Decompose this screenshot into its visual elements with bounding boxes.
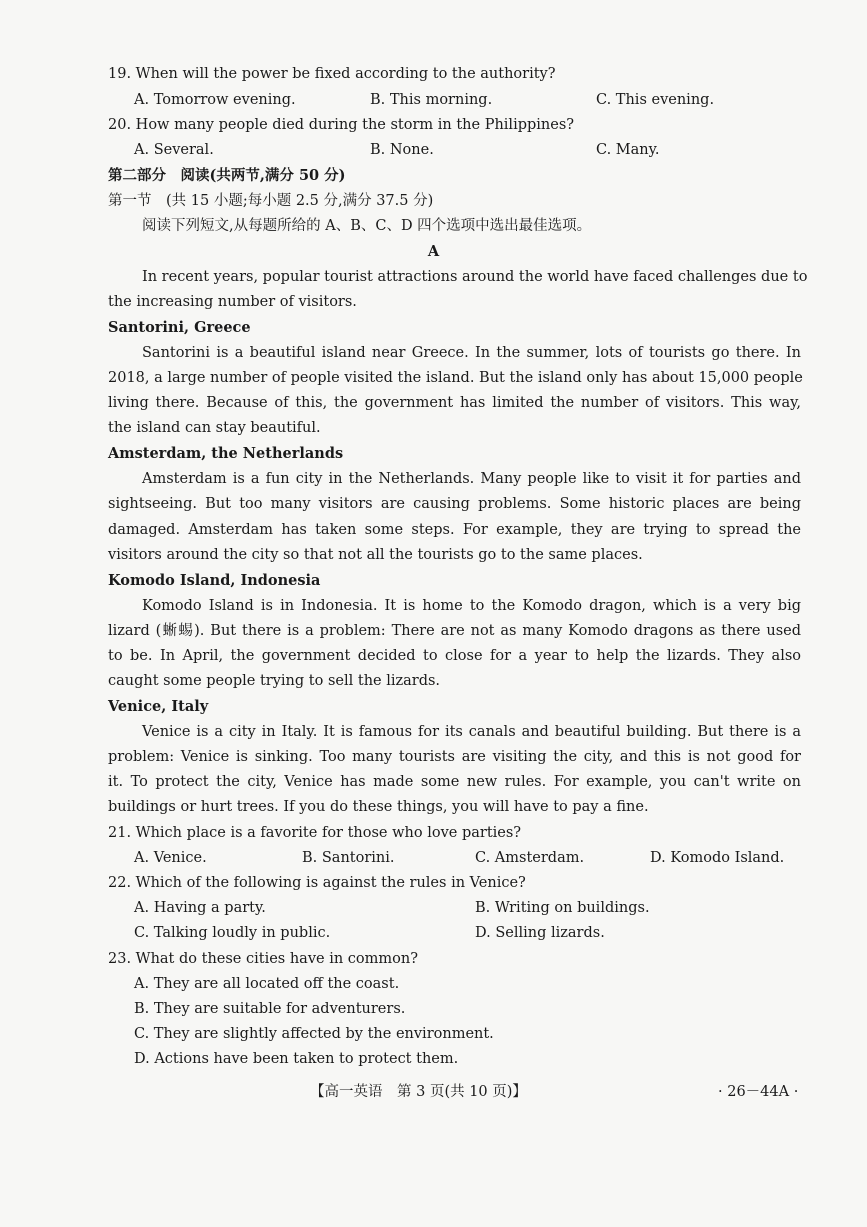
santorini-line-4: the island can stay beautiful. [108, 420, 321, 436]
question-20-option-b: B. None. [370, 142, 434, 158]
question-20-option-a: A. Several. [134, 142, 214, 158]
venice-line-3: it. To protect the city, Venice has made some new rules. For example, you can't write on [108, 774, 801, 790]
venice-heading: Venice, Italy [108, 698, 209, 715]
question-19-option-c: C. This evening. [596, 92, 715, 108]
amsterdam-line-4: visitors around the city so that not all the tourists go to the same places. [108, 547, 643, 563]
question-22-option-d: D. Selling lizards. [475, 925, 605, 941]
amsterdam-heading: Amsterdam, the Netherlands [108, 445, 344, 462]
komodo-line-2: lizard (蜥蜴). But there is a problem: There are not as many Komodo dragons as there used [108, 623, 801, 639]
question-21-option-a: A. Venice. [134, 850, 207, 866]
question-23-option-b: B. They are suitable for adventurers. [134, 1001, 406, 1017]
question-20-stem: 20. How many people died during the storm in the Philippines? [108, 117, 575, 133]
intro-line-1: In recent years, popular tourist attractions around the world have faced challenges due to [142, 269, 808, 285]
part-two-heading: 第二部分 阅读(共两节,满分 50 分) [108, 167, 346, 184]
question-19-stem: 19. When will the power be fixed according to the authority? [108, 66, 556, 82]
santorini-line-1: Santorini is a beautiful island near Greece. In the summer, lots of tourists go there. In [142, 345, 801, 361]
amsterdam-line-2: sightseeing. But too many visitors are causing problems. Some historic places are being [108, 496, 801, 512]
komodo-line-4: caught some people trying to sell the lizards. [108, 673, 441, 689]
question-22-option-b: B. Writing on buildings. [475, 900, 650, 916]
venice-line-4: buildings or hurt trees. If you do these things, you will have to pay a fine. [108, 799, 649, 815]
question-22-option-a: A. Having a party. [134, 900, 266, 916]
question-23-stem: 23. What do these cities have in common? [108, 951, 418, 967]
question-20-option-c: C. Many. [596, 142, 660, 158]
question-21-option-c: C. Amsterdam. [475, 850, 585, 866]
santorini-heading: Santorini, Greece [108, 319, 251, 336]
venice-line-1: Venice is a city in Italy. It is famous for its canals and beautiful building. But there is a [142, 724, 801, 740]
amsterdam-line-1: Amsterdam is a fun city in the Netherlands. Many people like to visit it for parties and [142, 471, 801, 487]
question-22-stem: 22. Which of the following is against the rules in Venice? [108, 875, 526, 891]
santorini-line-2: 2018, a large number of people visited the island. But the island only has about 15,000 people [108, 370, 803, 386]
amsterdam-line-3: damaged. Amsterdam has taken some steps. For example, they are trying to spread the [108, 522, 801, 538]
komodo-line-1: Komodo Island is in Indonesia. It is home to the Komodo dragon, which is a very big [142, 598, 801, 614]
question-21-option-b: B. Santorini. [302, 850, 395, 866]
komodo-heading: Komodo Island, Indonesia [108, 572, 321, 589]
section-one-heading: 第一节 (共 15 小题;每小题 2.5 分,满分 37.5 分) [108, 193, 434, 209]
page-footer-info: 【高一英语 第 3 页(共 10 页)】 [310, 1084, 527, 1100]
page-footer-code: · 26－44A · [718, 1084, 799, 1100]
question-21-option-d: D. Komodo Island. [650, 850, 785, 866]
venice-line-2: problem: Venice is sinking. Too many tourists are visiting the city, and this is not good for [108, 749, 801, 765]
passage-label: A [427, 243, 440, 260]
question-23-option-a: A. They are all located off the coast. [134, 976, 400, 992]
santorini-line-3: living there. Because of this, the government has limited the number of visitors. This way, [108, 395, 801, 411]
intro-line-2: the increasing number of visitors. [108, 294, 357, 310]
komodo-line-3: to be. In April, the government decided to close for a year to help the lizards. They also [108, 648, 801, 664]
question-22-option-c: C. Talking loudly in public. [134, 925, 331, 941]
question-23-option-c: C. They are slightly affected by the environment. [134, 1026, 494, 1042]
question-19-option-b: B. This morning. [370, 92, 493, 108]
question-21-stem: 21. Which place is a favorite for those who love parties? [108, 825, 522, 841]
question-23-option-d: D. Actions have been taken to protect them. [134, 1051, 459, 1067]
question-19-option-a: A. Tomorrow evening. [134, 92, 296, 108]
reading-instructions: 阅读下列短文,从每题所给的 A、B、C、D 四个选项中选出最佳选项。 [142, 218, 592, 234]
